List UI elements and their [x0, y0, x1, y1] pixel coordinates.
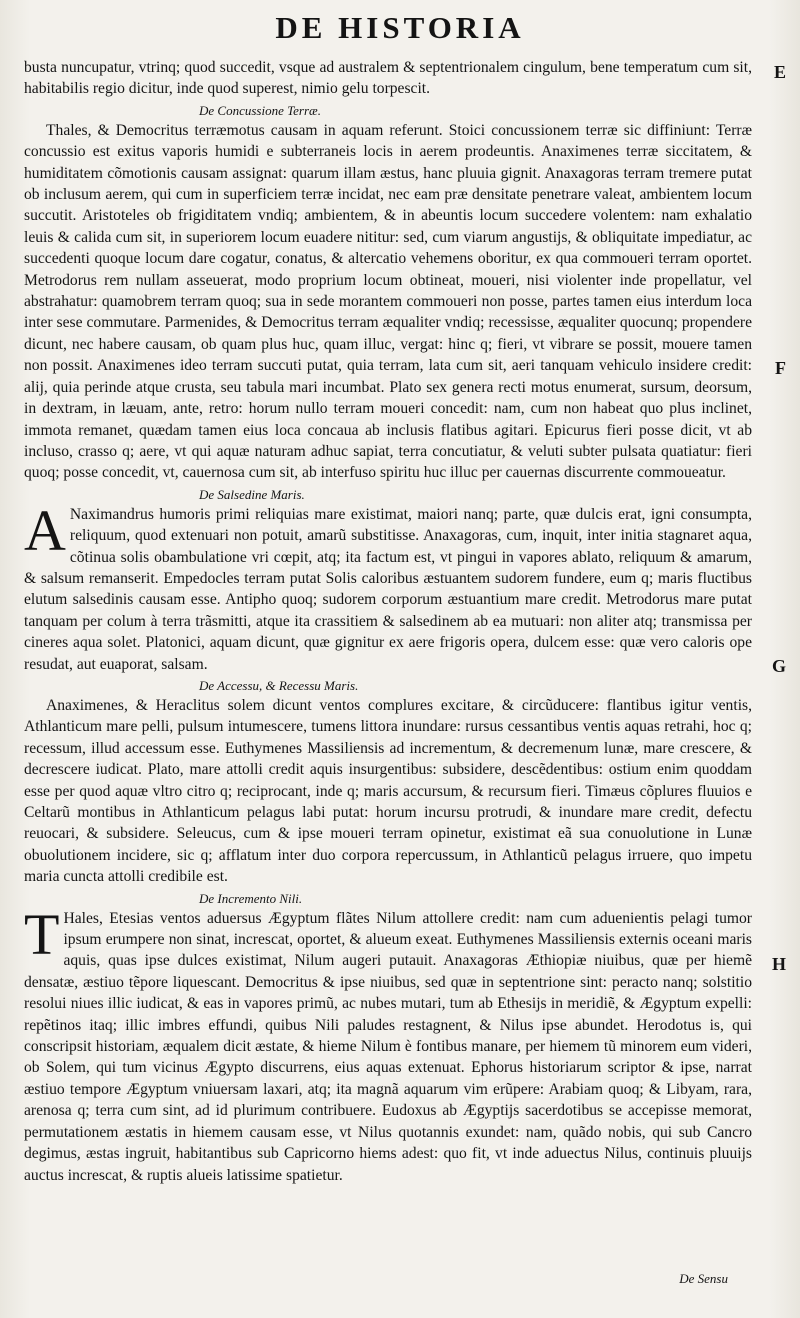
section-title-nili: De Incremento Nili.	[199, 890, 303, 906]
paragraph-accessu: Anaximenes, & Heraclitus solem dicunt ventos complures excitare, & circũducere: flantibus igitur ventis, Athlanticum mare pelli, pulsum intumescere, tumens littora inundare: rursus cessantibus ventis aquas retrahi, hoc q; recessum, illud accessum esse. Euthymenes Massiliensis ad incrementum, & decremenum lunæ, mare crescere, & decrescere iudicat. Plato, mare attolli credit aquis insurgentibus: subsidere, descẽdentibus: ostium enim quoddam esse per quod aquæ vltro citro q; reciprocant, inde q; maris accursum, & recursum fieri. Timæus cõplures fluuios e Celtarũ montibus in Athlanticum pelagus labi putat: horum incursu protrudi, & inundare mare credit, defectu reuocari, & subsidere. Seleucus, cum & ipse moueri terram opinetur, existimat eã sua conuolutione in Lunæ obuolutionem incidere, sic q; afflatum inter duo corpora repercussum, in Athlanticũ pelagus irruere, quo impetu maria cuncta attolli credibile est.	[24, 696, 752, 886]
paragraph-salsedine-text: Naximandrus humoris primi reliquias mare existimat, maiori nanq; parte, quæ dulcis erat, igni consumpta, reliquum, quod extenuari non potuit, amarũ substitisse. Anaxagoras, cum, inquit, inter initia stagnaret aqua, cõtinua solis obambulatione vri cœpit, atq; ita factum est, vt pingui in vapores ablato, reliquum & amarum, & salsum remanserit. Empedocles terram putat Solis caloribus æstuantem sudorem fundere, eum q; maris fluctibus elutum salsedinis causam esse. Antipho quoq; sudorem corporum æstuantium mare credit. Metrodorus mare putat tanquam per colum à terra trãsmitti, atque ita crassitiem & salsedinem ab ea mutuari: non aliter atq; transmissa per cineres aqua solet. Platonici, aquam dicunt, quæ gignitur ex aere frigoris opera, dulcem esse: quæ vero caloris ope resudat, aut euaporat, salsam.	[24, 505, 752, 673]
running-head: DE HISTORIA	[275, 10, 525, 45]
catchword: De Sensu	[679, 1271, 728, 1286]
intro-paragraph: busta nuncupatur, vtrinq; quod succedit, vsque ad australem & septentrionalem cingulum, bene temperatum cum sit, habitabilis regio dicitur, inde quod superest, nimio gelu torpescit.	[24, 59, 752, 98]
section-title-accessu: De Accessu, & Recessu Maris.	[199, 677, 359, 693]
section-title-concussione: De Concussione Terræ.	[199, 102, 321, 118]
paragraph-nili	[24, 901, 752, 1186]
drop-cap-a: A	[24, 497, 66, 563]
paragraph-nili-text: Hales, Etesias ventos aduersus Ægyptum flãtes Nilum attollere credit: nam cum aduenientis pelagi tumor ipsum erumpere non sinat, increscat, oportet, & alueum exeat. Euthymenes Massiliensis externis oceani maris aquis, quas ipse dulces existimat, Nilum augeri putauit. Anaxagoras Æthiopiæ niuibus, quæ per hiemẽ densatæ, æstiuo tẽpore liquescant. Democritus & ipse niuibus, sed quæ in septentrione sint: peracto nanq; solstitio resolui niues illic iudicat, & eas in vapores primũ, ac nubes mutari, tum ab Ethesijs in meridiẽ, & Ægyptum expelli: repẽtinos itaq; illic imbres effundi, quibus Nili paludes restagnent, & Nilus ipse abundet. Herodotus is, qui conscripsit historiam, æqualem dicit æstate, & hieme Nilum è fontibus manare, per hiemem tũ minorem eum videri, ob Solem, qui tum vicinus Ægypto discurrens, eius aquas extenuat. Ephorus historiarum scriptor & ipse, narrat æstiuo tempore Ægyptum vniuersam laxari, atq; ita magnã aquarum vim erũpere: Arabiam quoq; & Libyam, rara, arenosa q; terra cum sint, ad id plurimum contribuere. Eudoxus ab Ægyptijs sacerdotibus se accepisse memorat, permutationem æstatis in hiemem causam esse, vt Nilus quotannis exundet: nam, quãdo nobis, qui sub Cancro degimus, æstas ingruit, habitantibus sub Capricorno hiems adest: quo fit, vt inde aduectus Nilus, continuis pluuijs auctus increscat, & ruptis alueis latissime spatietur.	[24, 909, 752, 1184]
paragraph-salsedine	[24, 497, 752, 675]
body-text	[24, 57, 752, 1186]
margin-letter-e: E	[773, 62, 786, 82]
section-title-salsedine: De Salsedine Maris.	[199, 486, 305, 502]
margin-letter-g: G	[771, 656, 786, 676]
paragraph-concussione: Thales, & Democritus terræmotus causam in aquam referunt. Stoici concussionem terræ sic diffiniunt: Terræ concussio est exitus vaporis humidi e subterraneis locis in aerem prodeuntis. Anaximenes terræ siccitatem, & humiditatem cõmotionis causam assignat: quarum illam æstus, hanc pluuia gignit. Anaxagoras terram tremere putat ob inclusum aerem, qui cum in superficiem terræ incidat, nec eam præ densitate penetrare valeat, ambientem locum succutit. Aristoteles ob frigiditatem vndiq; ambientem, & in abeuntis locum succedere volentem: nam exhalatio leuis & calida cum sit, in superiorem locum euadere nititur: sed, cum viarum angustijs, & obliquitate impediatur, ac succedenti quoque locum dare cogatur, conatus, & altercatio vehemens oboritur, ex qua commoueri terram oportet. Metrodorus rem nullam asseuerat, modo proprium locum obtineat, moueri, nisi violenter inde propellatur, vel abstrahatur: quamobrem terram quoq; sua in sede morantem commoueri non posse, partes tamen eius interdum loca inter sese commutare. Parmenides, & Democritus terram æqualiter vndiq; recessisse, æqualiter quocunq; propendere dicunt, nec habere causam, ob quam plus huc, quam illuc, vergat: hinc q; fieri, vt vibrare se possit, mouere tamen non possit. Anaximenes ideo terram succuti putat, quia terram, lata cum sit, aeri tanquam vehiculo insidere credit: alij, quia perinde atque crusta, seu tabula mari incumbat. Plato sex genera recti motus enumerat, sursum, deorsum, in dextram, in læuam, ante, retro: horum nullo terram moueri concedit: nam, cum non habeat quo plus inclinet, immota remanet, quædam tamen eius loca concaua ab inclusis flatibus agitari. Epicurus fieri posse dicit, vt ab incluso, crasso q; aere, vt qui aquæ naturam adhuc sapiat, terra concutiatur, & veluti subter pulsata quatiatur: fieri quoq; posse concedit, vt, cauernosa cum sit, ab interfuso spiritu huc illuc per cauernas discurrente commoueatur.	[24, 121, 752, 482]
margin-letter-h: H	[771, 954, 786, 974]
drop-cap-t: T	[24, 901, 60, 967]
margin-letter-f: F	[775, 358, 786, 378]
